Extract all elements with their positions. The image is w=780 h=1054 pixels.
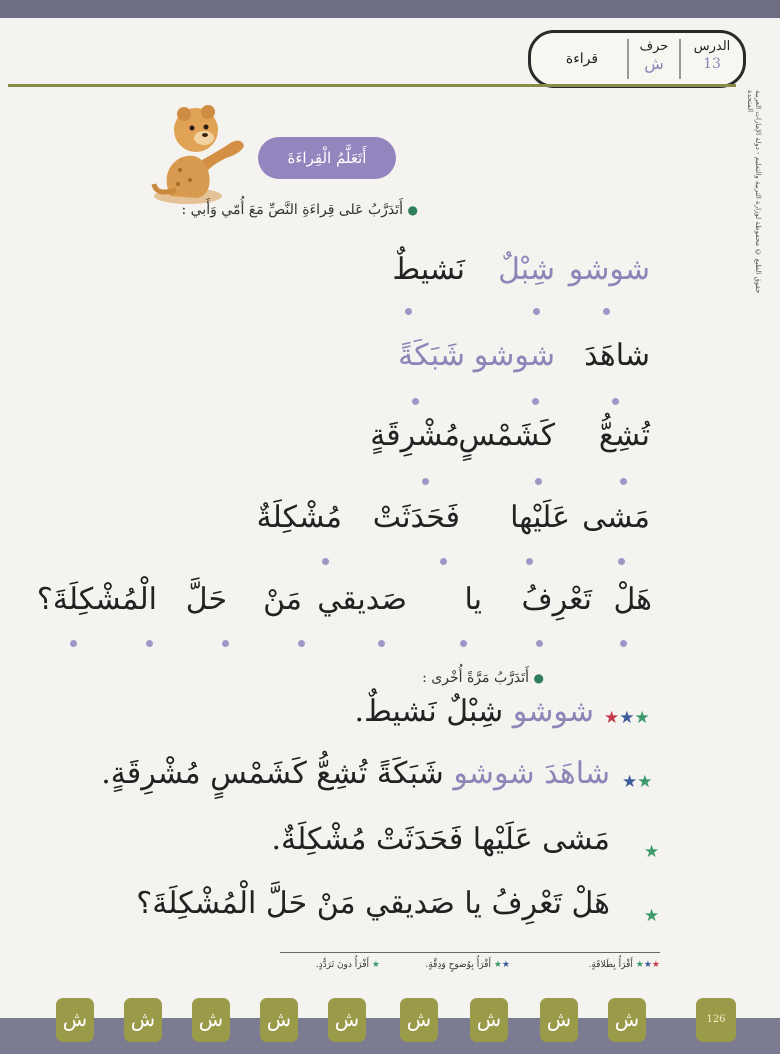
letter-tile: ش	[540, 998, 578, 1042]
instruction-text: أَتَدَرَّبُ عَلى قِراءَةِ النَّصِّ مَعَ أُمّي وَأَبي :	[181, 202, 404, 218]
reading-dot	[322, 558, 329, 565]
fluency-word: شوشو	[512, 694, 594, 729]
section-title-pill: أَتَعَلَّمُ الْقِراءَةَ	[258, 137, 396, 179]
letter-tile: ش	[192, 998, 230, 1042]
header-divider	[679, 39, 681, 79]
practice-word: شوشو	[473, 338, 555, 373]
lesson-label: الدرس	[693, 39, 731, 54]
fluency-text: شَبَكَةً تُشِعُّ كَشَمْسٍ مُشْرِقَةٍ.	[101, 756, 444, 791]
practice-word: شِبْلٌ	[498, 252, 555, 287]
one-star-rating-icon: ★	[644, 842, 660, 862]
legend-fluently: ★★★ أَقْرَأُ بِطَلاقَةٍ.	[588, 960, 660, 970]
practice-word: هَلْ	[613, 582, 652, 617]
topic-label: قراءة	[565, 51, 599, 67]
letter-cell	[629, 33, 679, 85]
reading-dot	[70, 640, 77, 647]
practice-word: مَشى	[582, 500, 650, 535]
reading-dot	[405, 308, 412, 315]
practice-word: عَلَيْها	[510, 500, 570, 535]
two-star-rating-icon: ★★	[622, 772, 653, 792]
letter-tile: ش	[124, 998, 162, 1042]
reading-dot	[460, 640, 467, 647]
practice-word: مُشْرِقَةٍ	[370, 418, 460, 453]
reading-dot	[612, 398, 619, 405]
reading-dot	[533, 308, 540, 315]
fluency-word: شاهَدَ	[544, 756, 610, 791]
practice-word: صَديقي	[317, 582, 407, 617]
instruction-practice-again	[422, 670, 544, 686]
header-divider	[627, 39, 629, 79]
fluency-line-3: مَشى عَلَيْها فَحَدَثَتْ مُشْكِلَةٌ.	[271, 822, 610, 857]
fluency-line-2	[101, 756, 610, 791]
practice-word: كَشَمْسٍ	[458, 418, 555, 453]
letter-value: ش	[644, 54, 664, 73]
practice-word: شاهَدَ	[584, 338, 650, 373]
practice-word: يا	[464, 582, 482, 617]
top-band	[0, 0, 780, 18]
legend-text: أَقْرَأُ بِطَلاقَةٍ.	[588, 960, 633, 970]
reading-dot	[620, 478, 627, 485]
reading-dot	[532, 398, 539, 405]
letter-tile: ش	[56, 998, 94, 1042]
reading-dot	[222, 640, 229, 647]
reading-dot	[603, 308, 610, 315]
letter-tile: ش	[328, 998, 366, 1042]
practice-word: نَشيطٌ	[392, 252, 465, 287]
lesson-number: 13	[703, 56, 721, 72]
practice-row-5	[20, 582, 652, 632]
bottom-band	[0, 1018, 780, 1054]
one-star-rating-icon: ★	[644, 906, 660, 926]
letter-tile: ش	[608, 998, 646, 1042]
lesson-header	[528, 30, 746, 88]
legend-rule	[280, 952, 660, 953]
reading-dot	[536, 640, 543, 647]
fluency-line-4: هَلْ تَعْرِفُ يا صَديقي مَنْ حَلَّ الْمُشْكِلَةَ؟	[136, 886, 610, 921]
practice-word: مُشْكِلَةٌ	[256, 500, 342, 535]
reading-dot	[618, 558, 625, 565]
reading-dot	[412, 398, 419, 405]
three-star-rating-icon: ★★★	[604, 708, 650, 728]
reading-dot	[440, 558, 447, 565]
lesson-cell	[681, 33, 743, 85]
legend-text: أَقْرَأُ بِوُضوحٍ وَدِقَّةٍ.	[425, 960, 491, 970]
practice-word: حَلَّ	[185, 582, 227, 617]
reading-dot	[378, 640, 385, 647]
practice-word: الْمُشْكِلَةَ؟	[36, 582, 157, 617]
practice-row-2	[300, 338, 650, 388]
copyright-side-text: حقوق الطبع © محفوظة لوزارة التربية والتعليم - دولة الإمارات العربية المتحدة	[746, 90, 762, 294]
practice-word: شَبَكَةً	[398, 338, 465, 373]
page-number: 126	[696, 998, 736, 1042]
practice-word: مَنْ	[263, 582, 302, 617]
fluency-text: شِبْلٌ نَشيطٌ.	[354, 694, 504, 729]
practice-word: شوشو	[568, 252, 650, 287]
practice-word: تُشِعُّ	[598, 418, 650, 453]
bullet-icon: ●	[407, 203, 418, 217]
practice-row-1	[300, 252, 650, 302]
fluency-line-1	[355, 694, 594, 729]
legend-text: أَقْرَأُ دونَ تَرَدُّدٍ.	[315, 960, 370, 970]
letter-tile: ش	[260, 998, 298, 1042]
reading-dot	[422, 478, 429, 485]
practice-row-4	[240, 500, 650, 550]
letter-tile: ش	[470, 998, 508, 1042]
instruction-text: أَتَدَرَّبُ مَرَّةً أُخْرى :	[422, 670, 530, 686]
bullet-icon: ●	[533, 671, 544, 685]
legend-without-hesitation: ★ أَقْرَأُ دونَ تَرَدُّدٍ.	[315, 960, 380, 970]
practice-word: تَعْرِفُ	[521, 582, 592, 617]
header-rule	[8, 84, 736, 87]
letter-tile: ش	[400, 998, 438, 1042]
fluency-word: شوشو	[453, 756, 535, 791]
practice-word: فَحَدَثَتْ	[372, 500, 460, 535]
letter-label: حرف	[639, 39, 669, 54]
reading-dot	[298, 640, 305, 647]
practice-row-3	[300, 418, 650, 468]
reading-dot	[620, 640, 627, 647]
reading-dot	[146, 640, 153, 647]
reading-dot	[535, 478, 542, 485]
instruction-practice-with-parents	[181, 202, 418, 218]
legend-clearly: ★★ أَقْرَأُ بِوُضوحٍ وَدِقَّةٍ.	[425, 960, 510, 970]
reading-dot	[526, 558, 533, 565]
lion-cub-illustration	[150, 100, 250, 210]
